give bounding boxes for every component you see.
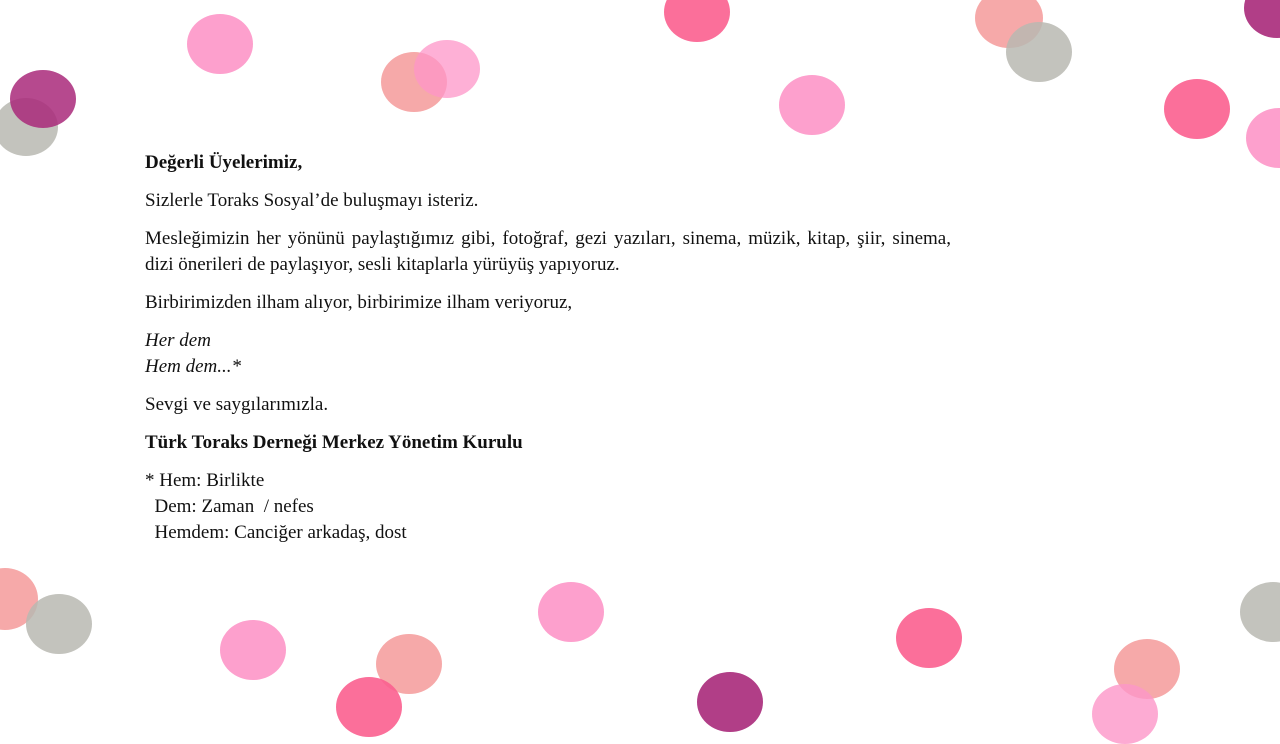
closing-line: Sevgi ve saygılarımızla. bbox=[145, 394, 329, 415]
footnote-line: * Hem: Birlikte bbox=[145, 470, 265, 491]
signature: Türk Toraks Derneği Merkez Yönetim Kurulu bbox=[145, 432, 523, 453]
footnote-line: Hemdem: Canciğer arkadaş, dost bbox=[145, 522, 407, 543]
footnote bbox=[145, 468, 951, 546]
poem-line: Her dem bbox=[145, 330, 211, 351]
poem bbox=[145, 328, 951, 380]
intro-paragraph: Sizlerle Toraks Sosyal’de buluşmayı isteriz. bbox=[145, 190, 479, 211]
letter-body bbox=[145, 150, 951, 558]
activities-paragraph: Mesleğimizin her yönünü paylaştığımız gibi, fotoğraf, gezi yazıları, sinema, müzik, kitap, şiir, sinema, dizi önerileri de paylaşıyor, sesli kitaplarla yürüyüş yapıyoruz. bbox=[145, 228, 951, 275]
footnote-line: Dem: Zaman / nefes bbox=[145, 496, 314, 517]
greeting: Değerli Üyelerimiz, bbox=[145, 152, 303, 173]
poem-line: Hem dem...* bbox=[145, 356, 242, 377]
inspiration-paragraph: Birbirimizden ilham alıyor, birbirimize ilham veriyoruz, bbox=[145, 292, 573, 313]
